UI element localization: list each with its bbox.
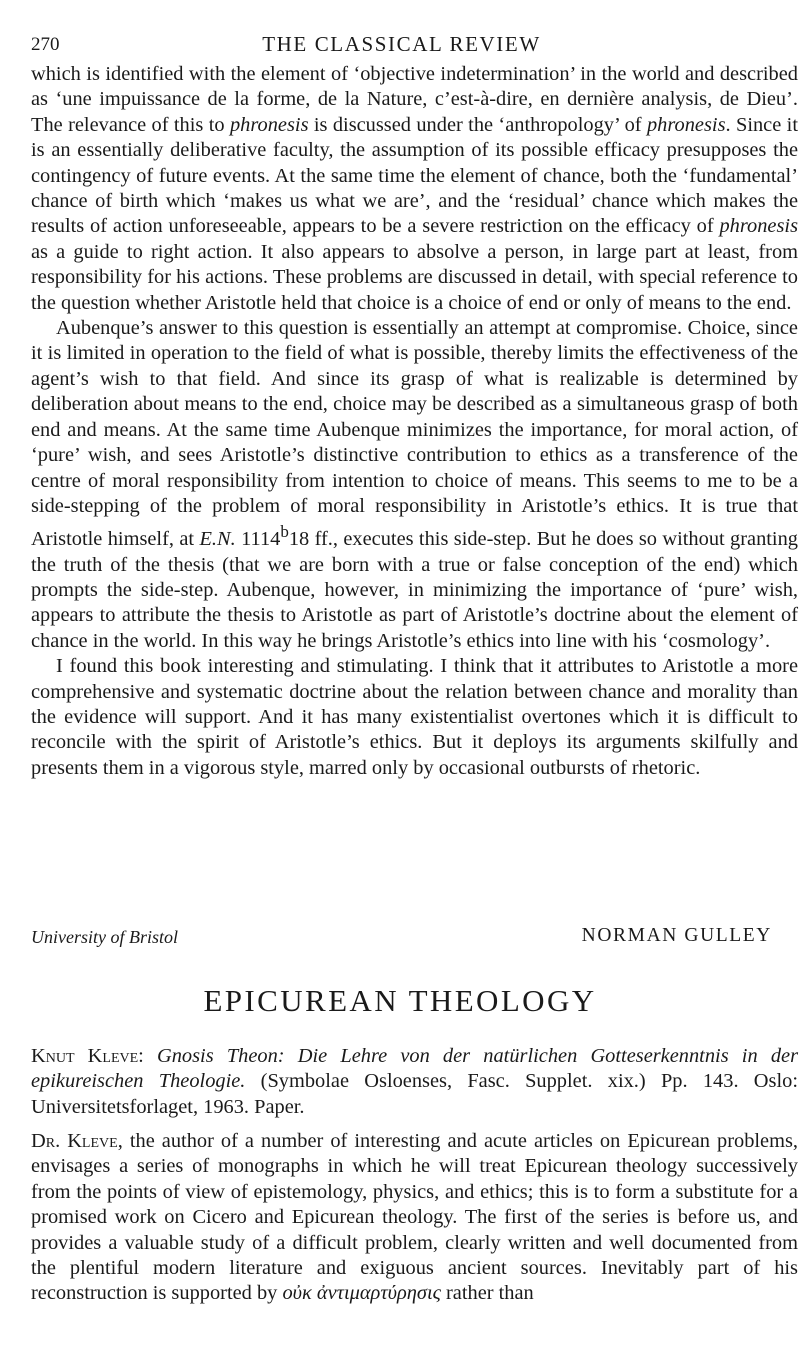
book-citation bbox=[31, 1044, 798, 1120]
text-run: which is identified with the element of ‘objective indetermination’ in the world and described as ‘une impuissance de la forme, de la Nature, c’est-à-dire, en dernière analysis, de Dieu’. The relevance of this to bbox=[31, 63, 798, 136]
greek-phrase: οὐκ ἀντιμαρτύρησις bbox=[282, 1282, 441, 1305]
reviewer-name: NORMAN GULLEY bbox=[581, 925, 772, 946]
review-body-2 bbox=[31, 1129, 798, 1307]
paragraph-3 bbox=[31, 654, 798, 781]
journal-title: THE CLASSICAL REVIEW bbox=[262, 32, 541, 56]
affiliation: University of Bristol bbox=[31, 927, 178, 947]
text-run: . Since it is an essentially deliberative faculty, the assumption of its possible efficacy presupposes the contingency of future events. At the same time the element of chance, both the ‘fundamental’ chance of birth which ‘makes us what we are’, and the ‘residual’ chance which makes the results of action unforeseeable, appears to be a severe restriction on the efficacy of bbox=[31, 113, 798, 238]
citation-line bbox=[31, 1044, 798, 1120]
text-run: : bbox=[138, 1045, 157, 1067]
paragraph-2 bbox=[31, 316, 798, 654]
paragraph-1 bbox=[31, 62, 798, 316]
text-run: is discussed under the ‘anthropology’ of bbox=[308, 113, 647, 136]
paragraph-4 bbox=[31, 1129, 798, 1307]
running-head bbox=[31, 30, 772, 60]
italic-term: E.N. bbox=[199, 528, 236, 551]
italic-term: phronesis bbox=[646, 113, 726, 136]
text-run: Aubenque’s answer to this question is essentially an attempt at compromise. Choice, since it is limited in operation to the field of what is possible, thereby limits the effectiveness of the agent’s wish to that field. And since its grasp of what is realizable is determined by deliberation about means to the end, choice may be described as a simultaneous grasp of both end and means. At the same time Aubenque minimizes the importance, for moral action, of ‘pure’ wish, and sees Aristotle’s distinctive contribution to ethics as a transference of the centre of moral responsibility from intention to choice of means. This seems to me to be a side-stepping of the problem of moral responsibility in Aristotle’s ethics. It is true that Aristotle himself, at bbox=[31, 317, 798, 551]
lead-in: Dr. Kleve bbox=[31, 1130, 118, 1152]
text-run: rather than bbox=[440, 1282, 534, 1305]
italic-term: phronesis bbox=[229, 113, 309, 136]
book-author: Knut Kleve bbox=[31, 1045, 139, 1067]
text-run: as a guide to right action. It also appears to absolve a person, in large part at least, from responsibility for his actions. These problems are discussed in detail, with special reference to the question whether Aristotle held that choice is a choice of end or only of means to the end. bbox=[31, 240, 798, 314]
text-run: , the author of a number of interesting and acute articles on Epicurean problems, envisages a series of monographs in which he will treat Epicurean theology successively from the points of view of epistemology, physics, and ethics; this is to form a substitute for a promised work on Cicero and Epicurean theology. The first of the series is before us, and provides a valuable study of a difficult problem, clearly written and well documented from the plentiful modern literature and exiguous ancient sources. Inevitably part of his reconstruction is supported by bbox=[31, 1130, 799, 1305]
text-run: I found this book interesting and stimulating. I think that it attributes to Aristotle a more comprehensive and systematic doctrine about the relation between chance and morality than the evidence will support. And it has many existentialist overtones which it is difficult to reconcile with the spirit of Aristotle’s ethics. But it deploys its arguments skilfully and presents them in a vigorous style, marred only by occasional outbursts of rhetoric. bbox=[31, 655, 798, 779]
review-body bbox=[31, 62, 798, 781]
page-number: 270 bbox=[31, 34, 60, 55]
publication-details: (Symbolae Osloenses, Fasc. Supplet. xix.) Pp. 143. Oslo: Universitetsforlaget, 1963. Paper. bbox=[31, 1070, 798, 1118]
book-title: Gnosis Theon: Die Lehre von der natürlichen Gotteserkenntnis in der epikureischen Theologie. bbox=[31, 1045, 798, 1093]
review-signoff bbox=[31, 925, 772, 953]
superscript: b bbox=[280, 522, 289, 542]
text-run: 18 ff., executes this side-step. But he does so without granting the truth of the thesis (that we are born with a true or false conception of the end) which prompts the side-step. Aubenque, however, in minimizing the importance of ‘pure’ wish, appears to attribute the thesis to Aristotle as part of Aristotle’s doctrine about the element of chance in the world. In this way he brings Aristotle’s ethics into line with his ‘cosmology’. bbox=[31, 528, 798, 652]
section-title: EPICUREAN THEOLOGY bbox=[203, 983, 597, 1018]
text-run: 1114 bbox=[235, 528, 281, 551]
italic-term: phronesis bbox=[719, 215, 798, 238]
